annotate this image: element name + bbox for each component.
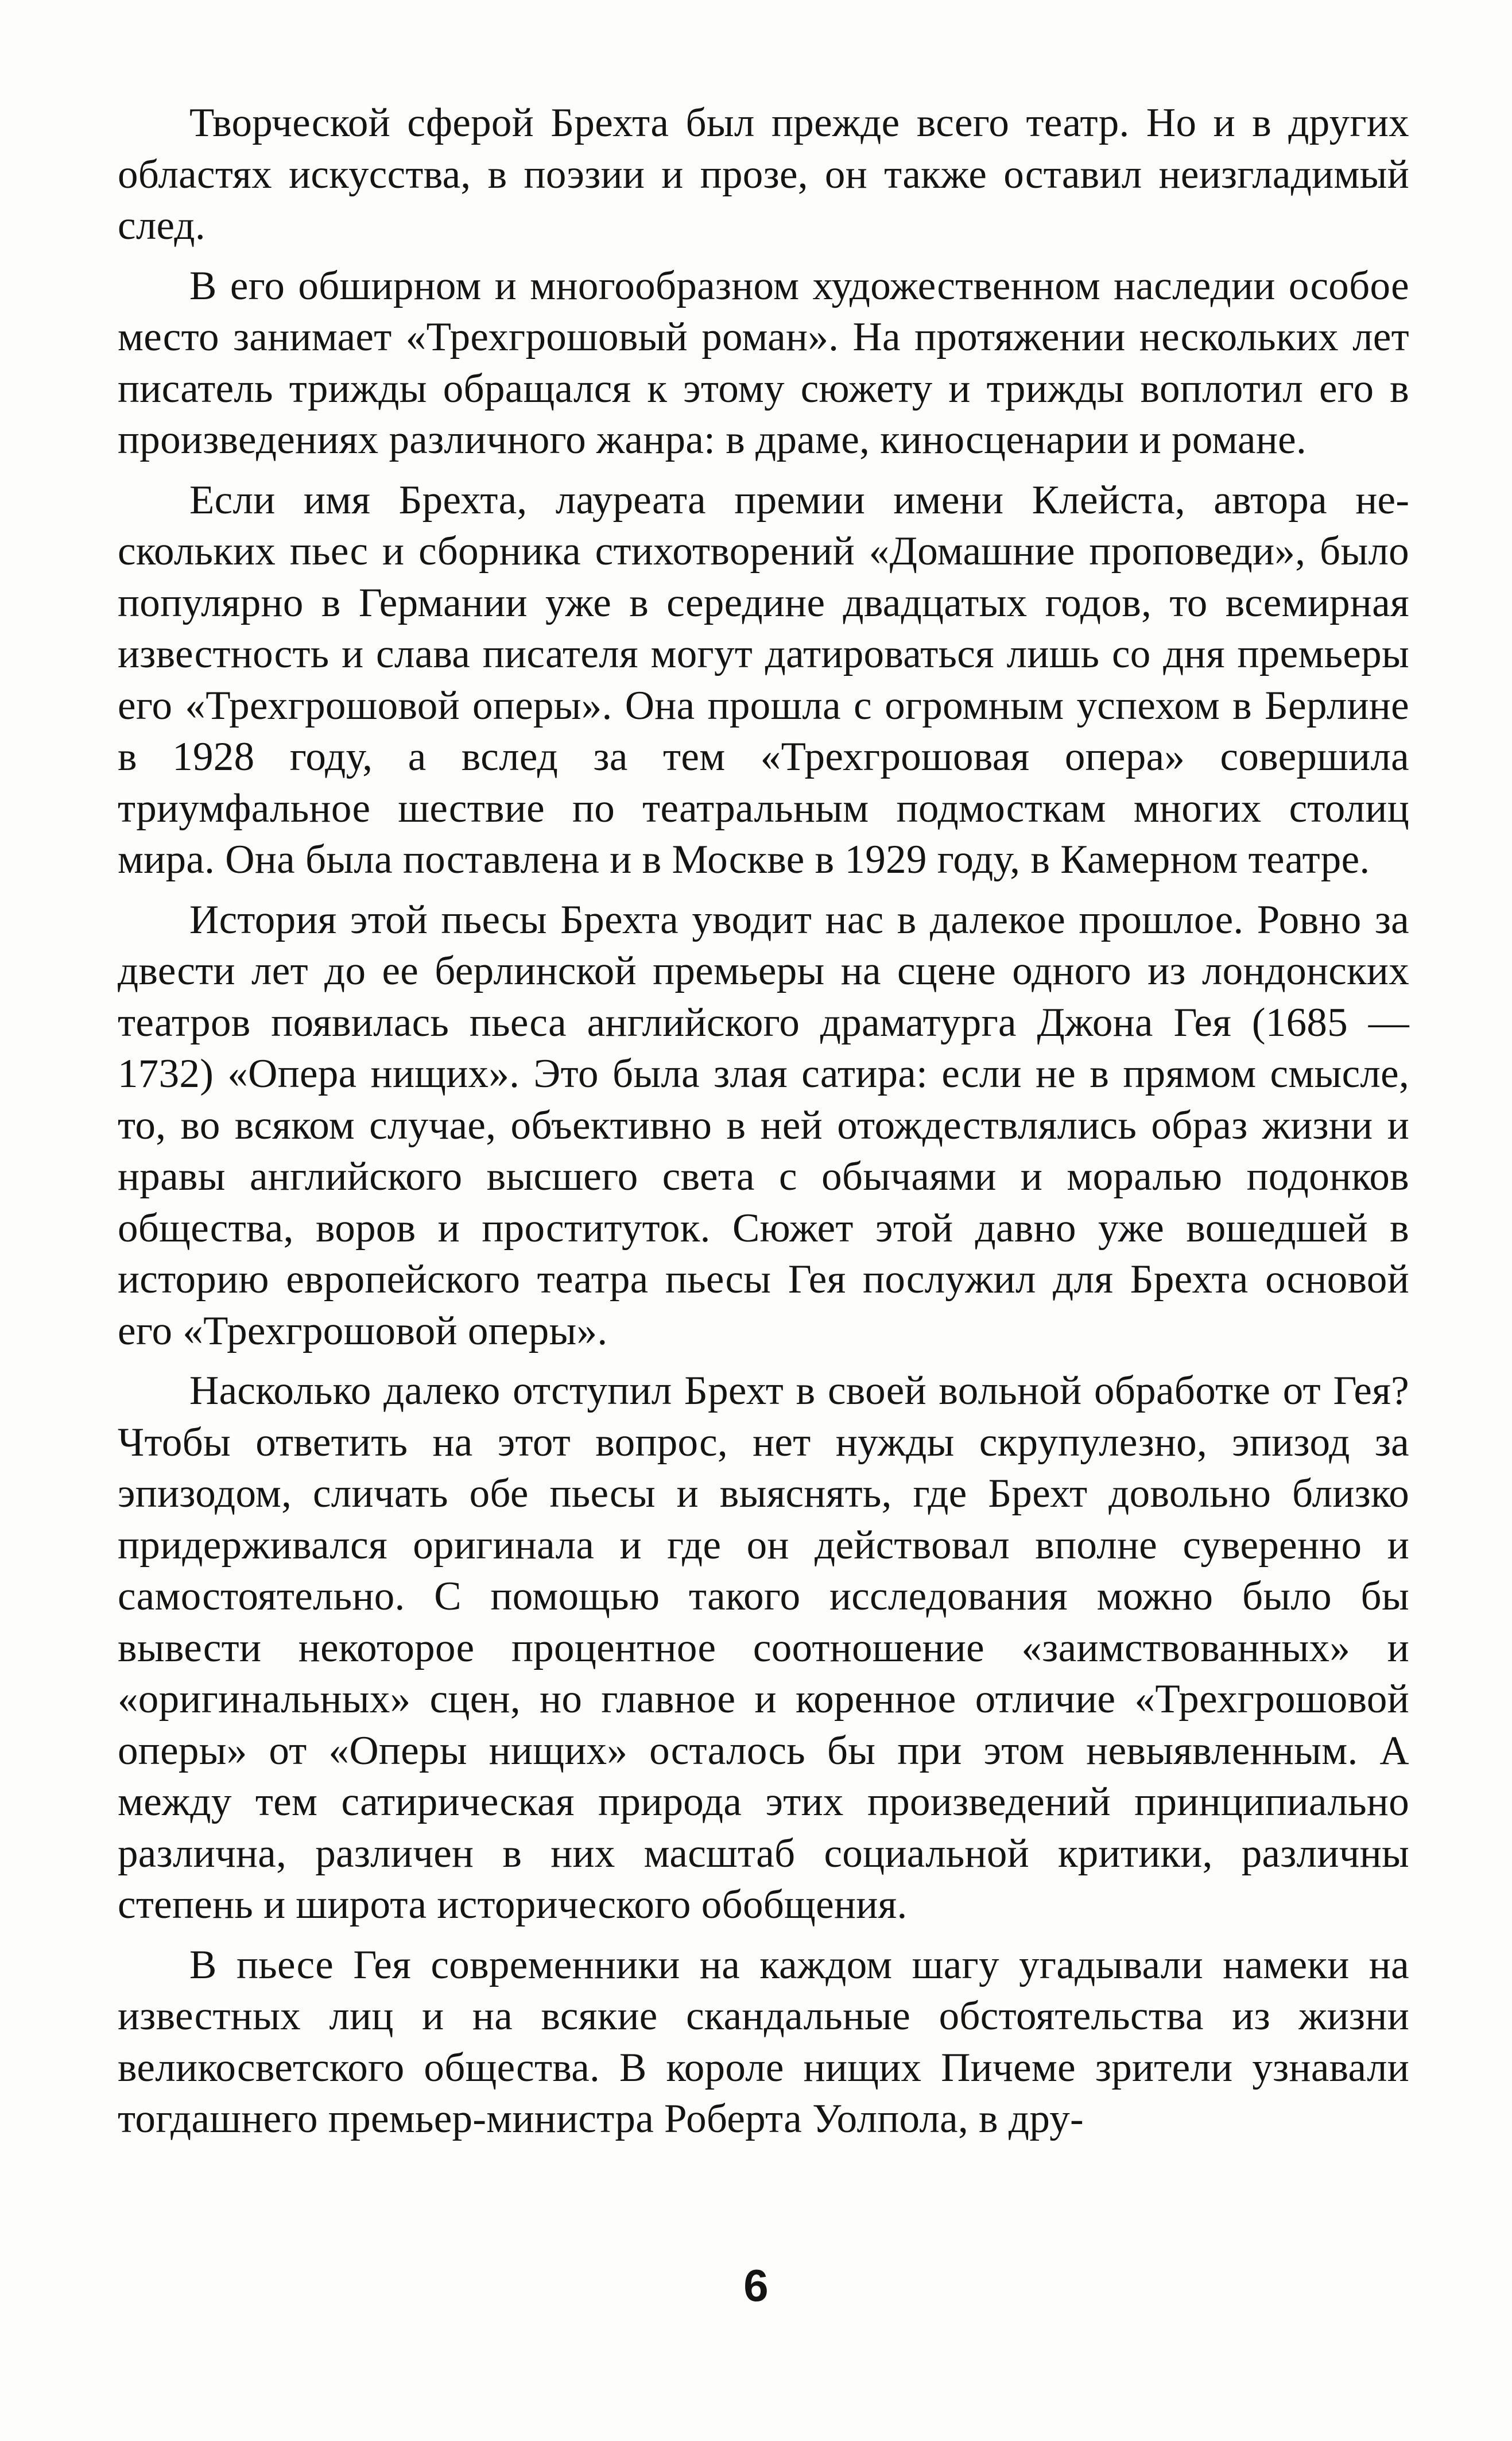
page-number: 6 [743,2260,769,2311]
paragraph-4: История этой пьесы Брехта уводит нас в далекое прошлое. Ровно за двести лет до ее берлинской премьеры на сцене одного из лондонских театров появилась пьеса английского драматурга Джона Гея (1685 — 1732) «Опера нищих». Это была злая сатира: если не в прямом смысле, то, во всяком случае, объективно в ней отождествлялись образ жизни и нравы английского высшего света с обычаями и моралью подонков общества, воров и проституток. Сюжет этой давно уже вошедшей в историю европейского театра пьесы Гея послужил для Брехта основой его «Трехгрошовой оперы». [118,897,1409,1353]
paragraph-6: В пьесе Гея современники на каждом шагу угадывали намеки на известных лиц и на всякие скандальные обстоятельства из жизни великосветского общества. В короле нищих Пичеме зрители узнавали тогдашнего премьер-министра Роберта Уолпола, в дру- [118,1942,1409,2141]
paragraph-3: Если имя Брехта, лауреата премии имени Клейста, автора нескольких пьес и сборника стихотворений «Домашние проповеди», было популярно в Германии уже в середине двадцатых годов, то всемирная известность и слава писателя могут датироваться лишь со дня премьеры его «Трехгрошовой оперы». Она прошла с огромным успехом в Берлине в 1928 году, а вслед за тем «Трехгрошовая опера» совершила триумфальное шествие по театральным подмосткам многих столиц мира. Она была поставлена и в Москве в 1929 году, в Камерном театре. [118,477,1409,882]
paragraph-2: В его обширном и многообразном художественном наследии особое место занимает «Трехгрошовый роман». На протяжении нескольких лет писатель трижды обращался к этому сюжету и трижды воплотил его в произведениях различного жанра: в драме, киносценарии и романе. [118,263,1409,462]
paragraph-5: Насколько далеко отступил Брехт в своей вольной обработке от Гея? Чтобы ответить на этот вопрос, нет нужды скрупулезно, эпизод за эпизодом, сличать обе пьесы и выяснять, где Брехт довольно близко придерживался оригинала и где он действовал вполне суверенно и самостоятельно. С помощью такого исследования можно было бы вывести некоторое процентное соотношение «заимствованных» и «оригинальных» сцен, но главное и коренное отличие «Трехгрошовой оперы» от «Оперы нищих» осталось бы при этом невыявленным. А между тем сатирическая природа этих произведений принципиально различна, различен в них масштаб социальной критики, различны степень и широта исторического обобщения. [118,1368,1409,1927]
body-text [118,98,1409,2154]
paragraph-1: Творческой сферой Брехта был прежде всего театр. Но и в других областях искусства, в поэзии и прозе, он также оставил неизгладимый след. [118,100,1409,248]
